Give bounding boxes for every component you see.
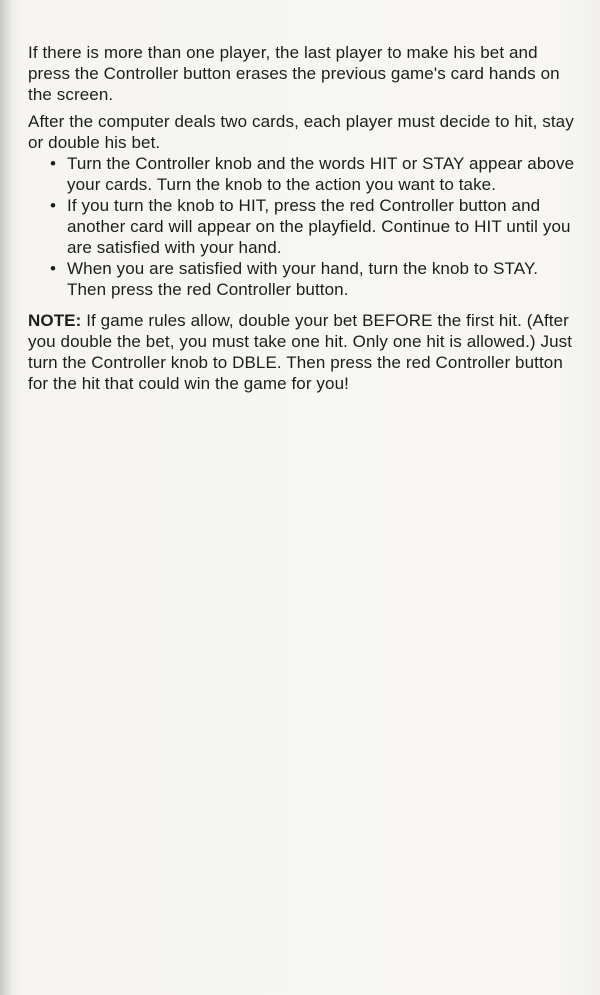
bullet-icon: •	[50, 154, 57, 173]
bullet-icon: •	[50, 259, 57, 278]
list-item	[47, 153, 578, 195]
bullet-icon: •	[50, 196, 57, 215]
paragraph-players-bet: If there is more than one player, the last player to make his bet and press the Controller button erases the previous game's card hands on the screen.	[28, 43, 560, 104]
instructions-text	[28, 42, 578, 394]
note-text: If game rules allow, double your bet BEFORE the first hit. (After you double the bet, you must take one hit. Only one hit is allowed.) Just turn the Controller knob to DBLE. Then press the red Controller button for the hit that could win the game for you!	[28, 311, 573, 393]
list-item-text: Turn the Controller knob and the words HIT or STAY appear above your cards. Turn the knob to the action you want to take.	[67, 154, 575, 194]
action-list	[28, 153, 578, 300]
list-item	[47, 258, 578, 300]
note-paragraph	[28, 310, 578, 394]
note-label: NOTE:	[28, 311, 82, 330]
paragraph-deal-decision: After the computer deals two cards, each player must decide to hit, stay or double his bet.	[28, 112, 574, 152]
binding-shadow	[0, 0, 14, 995]
list-item-text: When you are satisfied with your hand, turn the knob to STAY. Then press the red Controller button.	[67, 259, 539, 299]
list-item	[47, 195, 578, 258]
list-item-text: If you turn the knob to HIT, press the red Controller button and another card will appear on the playfield. Continue to HIT until you are satisfied with your hand.	[67, 196, 571, 257]
